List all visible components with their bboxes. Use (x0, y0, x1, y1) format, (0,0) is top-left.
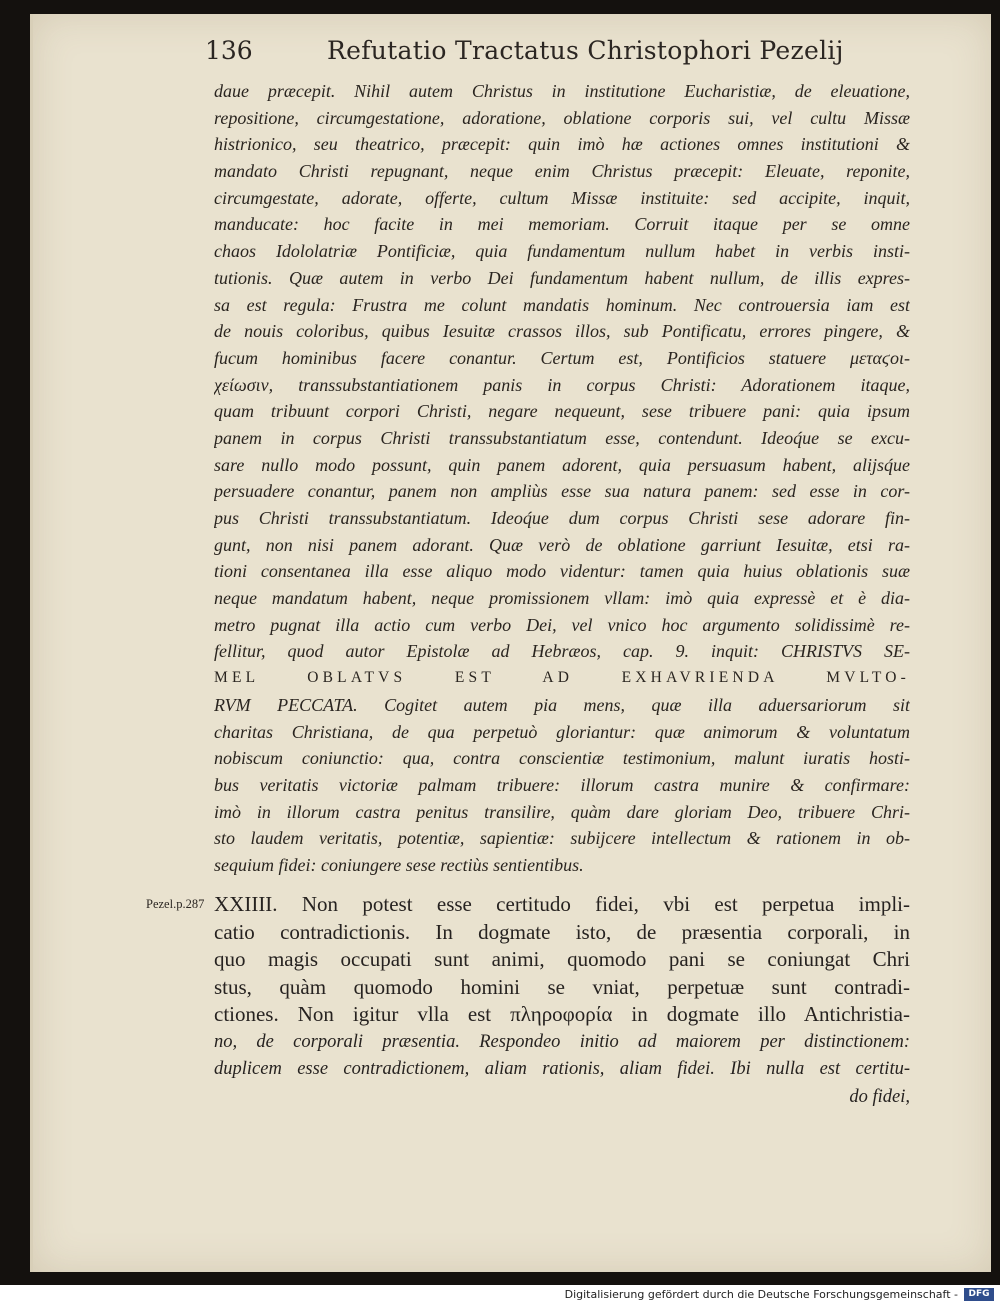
text-line: chaos Idololatriæ Pontificiæ, quia fundamentum nullum habet in verbis insti- (214, 241, 910, 262)
text-line: bus veritatis victoriæ palmam tribuere: illorum castra munire & confirmare: (214, 774, 910, 795)
text-line: sto laudem veritatis, potentiæ, sapientiæ: subijcere intellectum & rationem in ob- (214, 828, 910, 849)
text-line: circumgestate, adorate, offerte, cultum Missæ instituite: sed accipite, inquit, (214, 187, 910, 208)
text-line: do fidei, (849, 1086, 910, 1107)
text-line: XXIIII. Non potest esse certitudo fidei, vbi est perpetua impli- (214, 892, 910, 916)
text-line: imò in illorum castra penitus transilire, quàm dare gloriam Deo, tribuere Chri- (214, 801, 910, 822)
roman-text-block (214, 891, 910, 1111)
text-line: quam tribuunt corpori Christi, negare nequeunt, sese tribuere pani: quia ipsum (214, 401, 910, 422)
running-title: Refutatio Tractatus Christophori Pezelij (327, 36, 844, 65)
text-line: repositione, circumgestatione, adoratione, oblatione corporis sui, vel cultu Missæ (214, 107, 910, 128)
text-line: tutionis. Quæ autem in verbo Dei fundamentum habent nullum, de illis expres- (214, 267, 910, 288)
page-header (205, 36, 925, 76)
text-line: daue præcepit. Nihil autem Christus in institutione Eucharistiæ, de eleuatione, (214, 81, 910, 101)
italic-text-block (214, 78, 910, 879)
text-line: no, de corporali præsentia. Respondeo initio ad maiorem per distinctionem: (214, 1031, 910, 1052)
text-line: catio contradictionis. In dogmate isto, de præsentia corporali, in (214, 919, 910, 944)
text-line: nobiscum coniunctio: qua, contra conscientiæ testimonium, malunt iuratis hosti- (214, 748, 910, 769)
text-line: gunt, non nisi panem adorant. Quæ verò de oblatione garriunt Iesuitæ, etsi ra- (214, 534, 910, 555)
text-line: tioni consentanea illa esse aliquo modo videntur: tamen quia huius oblationis suæ (214, 561, 910, 582)
footer-credit: Digitalisierung gefördert durch die Deutsche Forschungsgemeinschaft - (564, 1288, 958, 1301)
text-line: histrionico, seu theatrico, præcepit: quin imò hæ actiones omnes institutioni & (214, 134, 910, 155)
text-line: sequium fidei: coniungere sese rectiùs sentientibus. (214, 854, 584, 875)
marginal-note: Pezel.p.287 (146, 897, 205, 911)
text-line: χείωσιν, transsubstantiationem panis in corpus Christi: Adorationem itaque, (214, 374, 910, 395)
text-line: fucum hominibus facere conantur. Certum est, Pontificios statuere μεταϛοι- (214, 347, 910, 368)
text-line: sare nullo modo possunt, quin panem adorent, quia persuasum habent, alijsq́ue (214, 454, 910, 475)
text-line: fellitur, quod autor Epistolæ ad Hebræos, cap. 9. inquit: CHRISTVS SE- (214, 641, 910, 662)
text-line: quo magis occupati sunt animi, quomodo pani se coniungat Chri (214, 947, 910, 971)
text-line-caps: MEL OBLATVS EST AD EXHAVRIENDA MVLTO- (214, 669, 910, 687)
text-line: mandato Christi repugnant, neque enim Christus præcepit: Eleuate, reponite, (214, 161, 910, 182)
text-line: neque mandatum habent, neque promissionem vllam: imò quia expressè et è dia- (214, 588, 910, 609)
dfg-logo-icon: DFG (964, 1288, 994, 1301)
text-line: pus Christi transsubstantiatum. Ideoq́ue dum corpus Christi sese adorare fin- (214, 508, 910, 528)
text-line: stus, quàm quomodo homini se vniat, perpetuæ sunt contradi- (214, 974, 910, 999)
text-line: panem in corpus Christi transsubstantiatum esse, contendunt. Ideoq́ue se excu- (214, 427, 910, 448)
text-line: charitas Christiana, de qua perpetuò gloriantur: quæ animorum & voluntatum (214, 721, 910, 742)
page-number: 136 (205, 36, 253, 65)
text-line: sa est regula: Frustra me colunt mandatis hominum. Nec controuersia iam est (214, 294, 910, 315)
text-line: metro pugnat illa actio cum verbo Dei, vel vnico hoc argumento solidissimè re- (214, 614, 910, 635)
text-line: ctiones. Non igitur vlla est πληροφορία in dogmate illo Antichristia- (214, 1002, 910, 1026)
text-line: de nouis coloribus, quibus Iesuitæ crassos illos, sub Pontificatu, errores pingere, & (214, 321, 910, 342)
text-line: RVM PECCATA. Cogitet autem pia mens, quæ illa aduersariorum sit (214, 694, 910, 715)
text-line: duplicem esse contradictionem, aliam rationis, aliam fidei. Ibi nulla est certitu- (214, 1059, 910, 1079)
text-line: persuadere conantur, panem non ampliùs esse sua natura panem: sed esse in cor- (214, 481, 910, 502)
text-line: manducate: hoc facite in mei memoriam. Corruit itaque per se omne (214, 214, 910, 235)
